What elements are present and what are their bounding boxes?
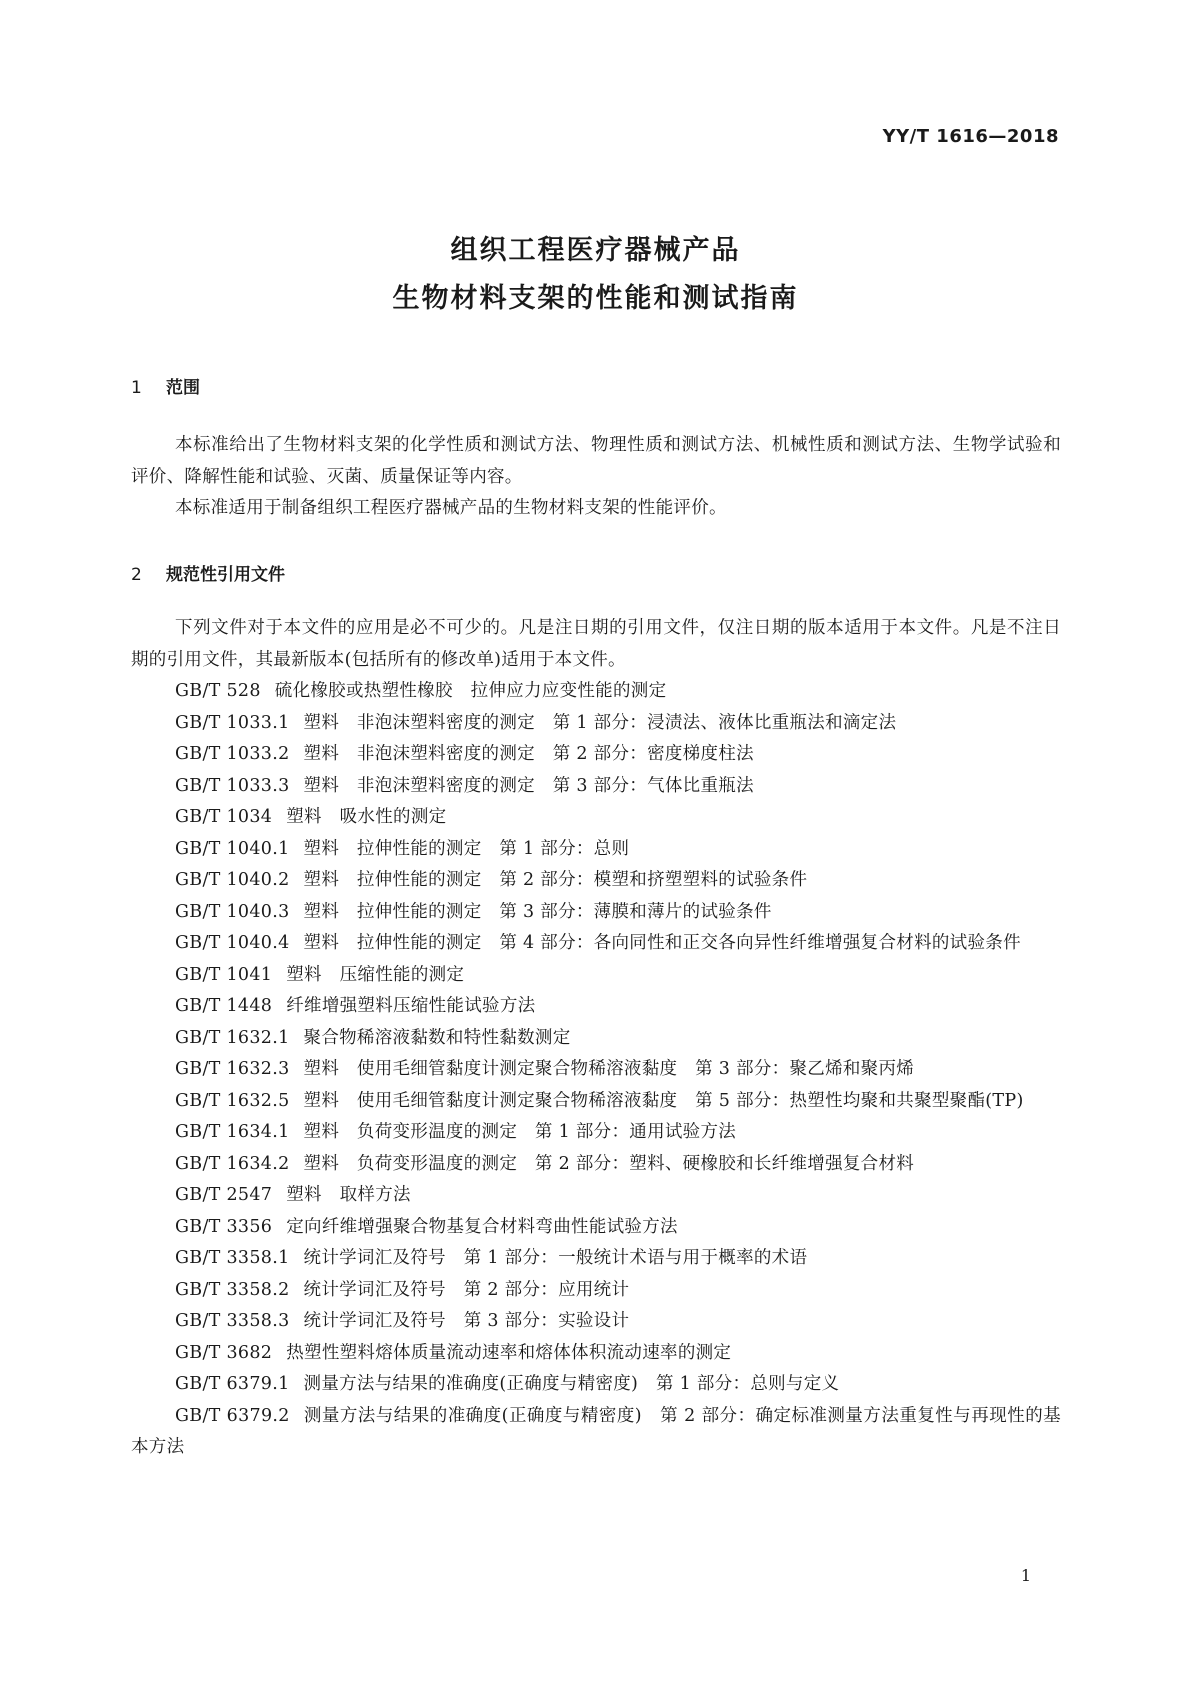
reference-item <box>131 960 1061 992</box>
section-heading-normative-references <box>131 560 285 585</box>
reference-item <box>131 1369 1061 1401</box>
reference-item <box>131 1023 1061 1055</box>
reference-title: 塑料 非泡沫塑料密度的测定 第 1 部分：浸渍法、液体比重瓶法和滴定法 <box>303 712 897 733</box>
reference-title: 硫化橡胶或热塑性橡胶 拉伸应力应变性能的测定 <box>274 681 667 701</box>
section-number: 1 <box>131 378 142 398</box>
reference-code: GB/T 1040.1 <box>175 838 290 859</box>
scope-paragraph: 本标准适用于制备组织工程医疗器械产品的生物材料支架的性能评价。 <box>175 498 727 518</box>
reference-code: GB/T 6379.2 <box>175 1405 290 1426</box>
reference-code: GB/T 1448 <box>175 996 273 1016</box>
reference-code: GB/T 3358.3 <box>175 1311 290 1331</box>
reference-item <box>131 708 1061 740</box>
reference-title: 塑料 拉伸性能的测定 第 2 部分：模塑和挤塑塑料的试验条件 <box>303 870 808 890</box>
reference-item <box>131 1086 1061 1118</box>
reference-code: GB/T 6379.1 <box>175 1374 290 1394</box>
reference-code: GB/T 1632.1 <box>175 1027 290 1048</box>
page-number: 1 <box>1020 1566 1031 1585</box>
reference-item <box>131 1275 1061 1307</box>
document-title-line-2: 生物材料支架的性能和测试指南 <box>392 283 799 314</box>
reference-code: GB/T 1040.4 <box>175 933 290 953</box>
reference-code: GB/T 528 <box>175 681 261 701</box>
reference-title: 统计学词汇及符号 第 1 部分：一般统计术语与用于概率的术语 <box>303 1248 808 1268</box>
reference-code: GB/T 1033.3 <box>175 775 290 796</box>
references-intro: 下列文件对于本文件的应用是必不可少的。凡是注日期的引用文件，仅注日期的版本适用于本文件。凡是不注日期的引用文件，其最新版本(包括所有的修改单)适用于本文件。 <box>131 618 1061 670</box>
reference-title: 统计学词汇及符号 第 2 部分：应用统计 <box>303 1279 630 1300</box>
reference-code: GB/T 1632.5 <box>175 1090 290 1111</box>
reference-title: 塑料 拉伸性能的测定 第 3 部分：薄膜和薄片的试验条件 <box>303 901 772 922</box>
reference-item <box>131 1212 1061 1244</box>
reference-code: GB/T 3358.2 <box>175 1279 290 1300</box>
reference-code: GB/T 3682 <box>175 1342 273 1363</box>
reference-code: GB/T 3358.1 <box>175 1248 290 1268</box>
reference-item <box>131 1180 1061 1212</box>
reference-title: 塑料 压缩性能的测定 <box>286 964 465 985</box>
reference-title: 纤维增强塑料压缩性能试验方法 <box>286 996 536 1016</box>
reference-item <box>131 1149 1061 1181</box>
reference-item <box>131 1243 1061 1275</box>
reference-item <box>131 834 1061 866</box>
reference-title: 塑料 取样方法 <box>286 1185 411 1205</box>
reference-title: 塑料 拉伸性能的测定 第 4 部分：各向同性和正交各向异性纤维增强复合材料的试验条件 <box>303 933 1021 953</box>
reference-item <box>131 771 1061 803</box>
reference-title: 塑料 负荷变形温度的测定 第 1 部分：通用试验方法 <box>303 1122 737 1142</box>
section-number: 2 <box>131 565 142 585</box>
reference-item <box>131 1401 1061 1464</box>
reference-item <box>131 865 1061 897</box>
reference-title: 聚合物稀溶液黏数和特性黏数测定 <box>303 1027 571 1048</box>
scope-body <box>131 430 1061 525</box>
reference-item <box>131 1338 1061 1370</box>
reference-list <box>131 676 1061 1464</box>
reference-item <box>131 739 1061 771</box>
reference-item <box>131 897 1061 929</box>
reference-title: 塑料 吸水性的测定 <box>286 807 447 827</box>
standard-code: YY/T 1616—2018 <box>882 126 1059 147</box>
reference-title: 热塑性塑料熔体质量流动速率和熔体体积流动速率的测定 <box>286 1342 732 1363</box>
reference-item <box>131 1117 1061 1149</box>
reference-item <box>131 1054 1061 1086</box>
reference-code: GB/T 1634.2 <box>175 1153 290 1174</box>
reference-title: 塑料 非泡沫塑料密度的测定 第 2 部分：密度梯度柱法 <box>303 744 754 764</box>
reference-code: GB/T 1033.2 <box>175 744 290 764</box>
reference-code: GB/T 1040.3 <box>175 901 290 922</box>
reference-item <box>131 802 1061 834</box>
reference-code: GB/T 3356 <box>175 1216 273 1237</box>
reference-title: 塑料 拉伸性能的测定 第 1 部分：总则 <box>303 838 630 859</box>
reference-item <box>131 1306 1061 1338</box>
reference-title: 定向纤维增强聚合物基复合材料弯曲性能试验方法 <box>286 1216 678 1237</box>
document-title-line-1: 组织工程医疗器械产品 <box>450 235 741 266</box>
reference-title: 塑料 使用毛细管黏度计测定聚合物稀溶液黏度 第 3 部分：聚乙烯和聚丙烯 <box>303 1059 915 1079</box>
reference-title: 测量方法与结果的准确度(正确度与精密度) 第 1 部分：总则与定义 <box>303 1374 840 1394</box>
reference-code: GB/T 1632.3 <box>175 1059 290 1079</box>
reference-code: GB/T 1040.2 <box>175 870 290 890</box>
reference-code: GB/T 1041 <box>175 964 273 985</box>
reference-code: GB/T 1634.1 <box>175 1122 290 1142</box>
section-title: 范围 <box>166 378 200 398</box>
reference-title: 塑料 负荷变形温度的测定 第 2 部分：塑料、硬橡胶和长纤维增强复合材料 <box>303 1153 915 1174</box>
reference-code: GB/T 1034 <box>175 807 273 827</box>
reference-code: GB/T 2547 <box>175 1185 273 1205</box>
reference-title: 测量方法与结果的准确度(正确度与精密度) 第 2 部分：确定标准测量方法重复性与再现性的基本方法 <box>131 1405 1061 1457</box>
section-heading-scope <box>131 373 200 398</box>
reference-item <box>131 928 1061 960</box>
reference-title: 统计学词汇及符号 第 3 部分：实验设计 <box>303 1311 630 1331</box>
reference-code: GB/T 1033.1 <box>175 712 290 733</box>
section-title: 规范性引用文件 <box>166 565 285 585</box>
scope-paragraph: 本标准给出了生物材料支架的化学性质和测试方法、物理性质和测试方法、机械性质和测试方法、生物学试验和评价、降解性能和试验、灭菌、质量保证等内容。 <box>131 435 1061 487</box>
reference-title: 塑料 非泡沫塑料密度的测定 第 3 部分：气体比重瓶法 <box>303 775 754 796</box>
reference-title: 塑料 使用毛细管黏度计测定聚合物稀溶液黏度 第 5 部分：热塑性均聚和共聚型聚酯(TP) <box>303 1090 1024 1111</box>
reference-item <box>131 676 1061 708</box>
reference-item <box>131 991 1061 1023</box>
